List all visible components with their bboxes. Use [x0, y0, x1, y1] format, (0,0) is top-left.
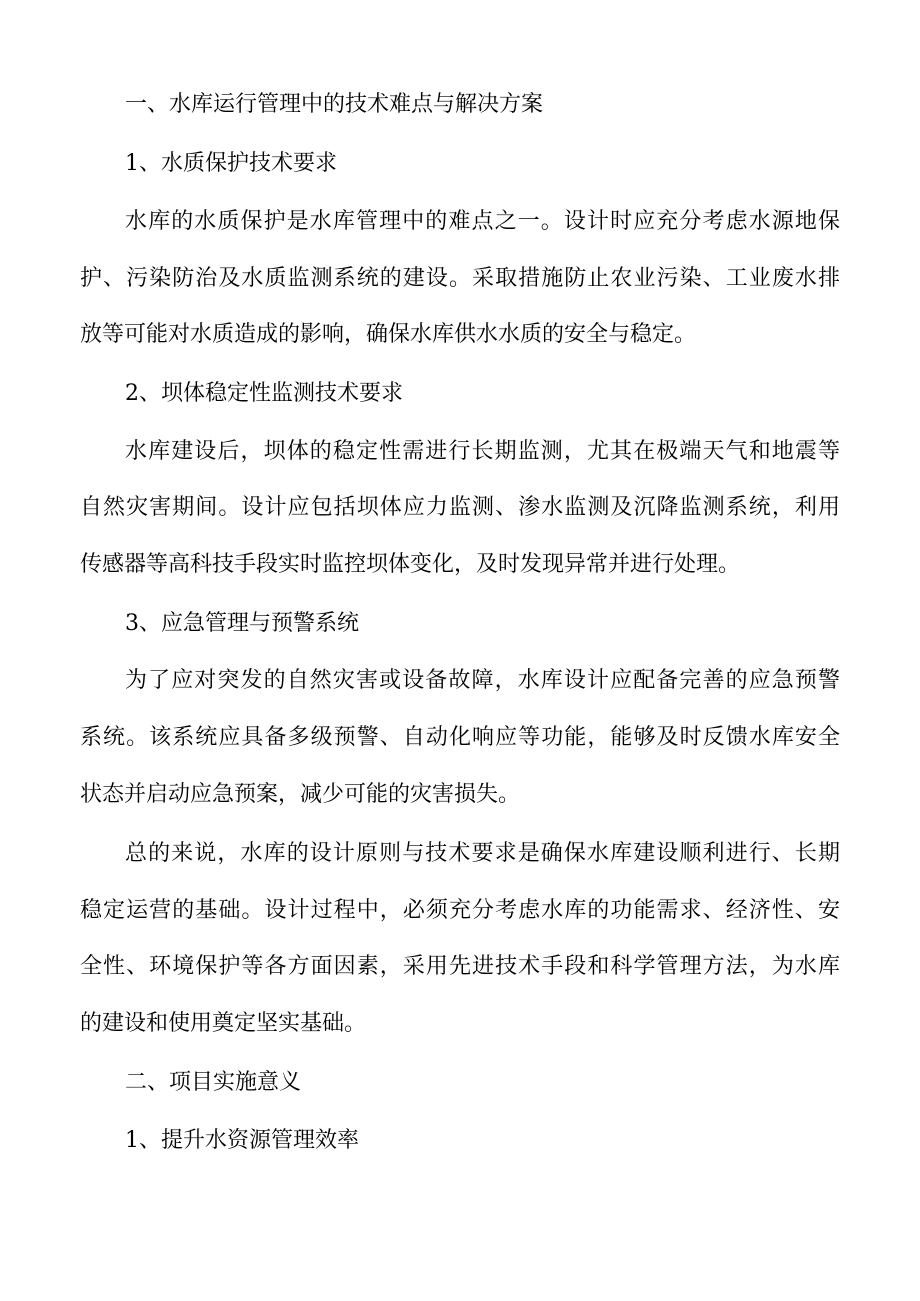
paragraph-line: 系统。该系统应具备多级预警、自动化响应等功能，能够及时反馈水库安全 — [80, 725, 840, 750]
paragraph-line: 稳定运营的基础。设计过程中，必须充分考虑水库的功能需求、经济性、安 — [80, 898, 840, 923]
section-heading-project-significance: 二、项目实施意义 — [125, 1070, 302, 1095]
paragraph-line: 传感器等高科技手段实时监控坝体变化，及时发现异常并进行处理。 — [80, 552, 741, 577]
paragraph-line: 总的来说，水库的设计原则与技术要求是确保水库建设顺利进行、长期 — [125, 841, 840, 866]
paragraph-line: 水库建设后，坝体的稳定性需进行长期监测，尤其在极端天气和地震等 — [125, 439, 840, 464]
section-heading-technical-difficulties: 一、水库运行管理中的技术难点与解决方案 — [125, 92, 544, 117]
subheading-emergency-warning: 3、应急管理与预警系统 — [125, 611, 359, 636]
paragraph-line: 护、污染防治及水质监测系统的建设。采取措施防止农业污染、工业废水排 — [80, 266, 840, 291]
paragraph-line: 状态并启动应急预案，减少可能的灾害损失。 — [80, 782, 521, 807]
paragraph-line: 水库的水质保护是水库管理中的难点之一。设计时应充分考虑水源地保 — [125, 209, 840, 234]
subheading-water-quality: 1、水质保护技术要求 — [125, 151, 337, 176]
subheading-water-resource-efficiency: 1、提升水资源管理效率 — [125, 1128, 359, 1153]
paragraph-line: 放等可能对水质造成的影响，确保水库供水水质的安全与稳定。 — [80, 322, 697, 347]
subheading-dam-stability: 2、坝体稳定性监测技术要求 — [125, 381, 403, 406]
paragraph-line: 自然灾害期间。设计应包括坝体应力监测、渗水监测及沉降监测系统，利用 — [80, 495, 840, 520]
paragraph-line: 全性、环境保护等各方面因素，采用先进技术手段和科学管理方法，为水库 — [80, 954, 840, 979]
paragraph-line: 的建设和使用奠定坚实基础。 — [80, 1011, 367, 1036]
paragraph-line: 为了应对突发的自然灾害或设备故障，水库设计应配备完善的应急预警 — [125, 668, 840, 693]
